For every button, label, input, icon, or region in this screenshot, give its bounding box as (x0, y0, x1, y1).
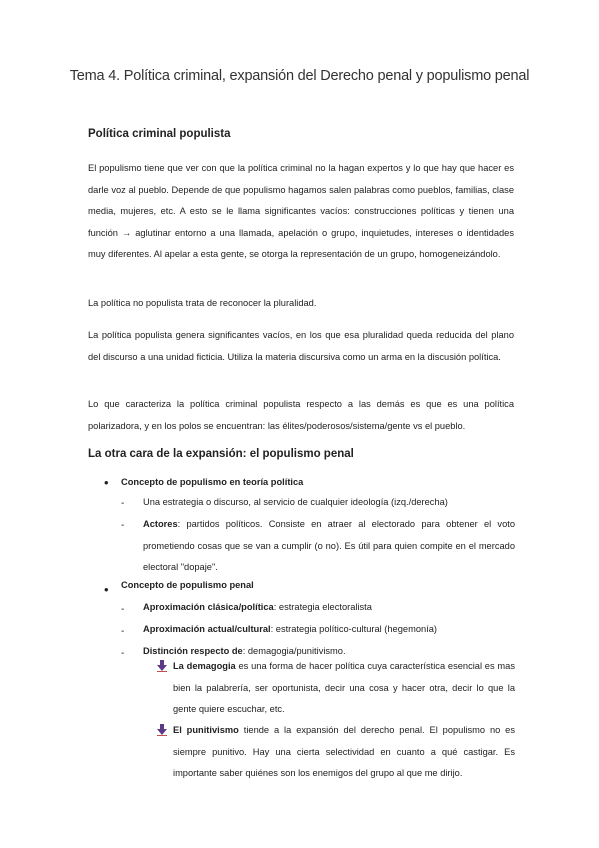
bullet-populismo-penal: Concepto de populismo penal (121, 580, 254, 590)
dash-icon: - (121, 648, 125, 659)
arrow-down-bullet-icon (156, 660, 168, 672)
item-actores-text: : partidos políticos. Consiste en atraer al electorado para obtener el voto prometiendo cosas que se van a cumplir (o no). Es útil para quien compite en el mercado electoral "dopaje". (143, 519, 515, 572)
item-clasica-text: : estrategia electoralista (273, 602, 372, 612)
item-demagogia-label: La demagogia (173, 661, 236, 671)
item-punitivismo (173, 720, 515, 785)
item-actores (143, 514, 515, 579)
item-clasica-label: Aproximación clásica/política (143, 602, 274, 612)
item-distincion-label: Distinción respecto de (143, 646, 243, 656)
bullet-icon: • (104, 582, 109, 597)
section-heading-politica-criminal: Política criminal populista (88, 128, 231, 140)
item-estrategia-discurso: Una estrategia o discurso, al servicio de cualquier ideología (izq./derecha) (143, 497, 448, 507)
item-punitivismo-label: El punitivismo (173, 725, 239, 735)
item-demagogia (173, 656, 515, 721)
item-aproximacion-actual (143, 619, 515, 641)
paragraph-polarizadora: Lo que caracteriza la política criminal populista respecto a las demás es que es una política polarizadora, y en los polos se encuentran: las élites/poderosos/sistema/gente vs el pueblo. (88, 399, 514, 431)
item-actores-label: Actores (143, 519, 178, 529)
dash-icon: - (121, 604, 125, 615)
arrow-down-bullet-icon (156, 724, 168, 736)
bullet-icon: • (104, 475, 109, 490)
paragraph-populista: La política populista genera significantes vacíos, en los que esa pluralidad queda reducida del plano del discurso a una unidad ficticia. Utiliza la materia discursiva como un arma en la discusión política. (88, 330, 514, 362)
item-demagogia-text: es una forma de hacer política cuya característica esencial es mas bien la palabrería, ser oportunista, decir una cosa y hacer otra, decir lo que la gente quiere escuchar, etc. (173, 661, 515, 714)
item-aproximacion-clasica (143, 597, 515, 619)
item-actual-text: : estrategia político-cultural (hegemonía) (270, 624, 438, 634)
dash-icon: - (121, 626, 125, 637)
page-title: Tema 4. Política criminal, expansión del Derecho penal y populismo penal (69, 68, 530, 84)
paragraph-no-populista: La política no populista trata de reconocer la pluralidad. (88, 298, 317, 308)
item-distincion-text: : demagogia/punitivismo. (242, 646, 346, 656)
dash-icon: - (121, 498, 125, 509)
section-heading-otra-cara: La otra cara de la expansión: el populismo penal (88, 448, 354, 460)
dash-icon: - (121, 520, 125, 531)
bullet-populismo-teoria: Concepto de populismo en teoría política (121, 477, 304, 487)
item-punitivismo-text: tiende a la expansión del derecho penal. El populismo no es siempre punitivo. Hay una cierta selectividad en cuanto a qué castigar. Es importante saber quiénes son los enemigos del grupo al que me dirijo. (173, 725, 515, 778)
paragraph-populismo: El populismo tiene que ver con que la política criminal no la hagan expertos y lo que hay que hacer es darle voz al pueblo. Depende de que populismo hagamos salen palabras como pueblos, familias, clase media, mujeres, etc. A esto se le llama significantes vacíos: construcciones políticas y tienen una función → aglutinar entorno a una llamada, apelación o grupo, inquietudes, intereses o identidades muy diferentes. Al apelar a esta gente, se otorga la representación de un grupo, homogeneizándolo. (88, 163, 514, 259)
item-actual-label: Aproximación actual/cultural (143, 624, 271, 634)
